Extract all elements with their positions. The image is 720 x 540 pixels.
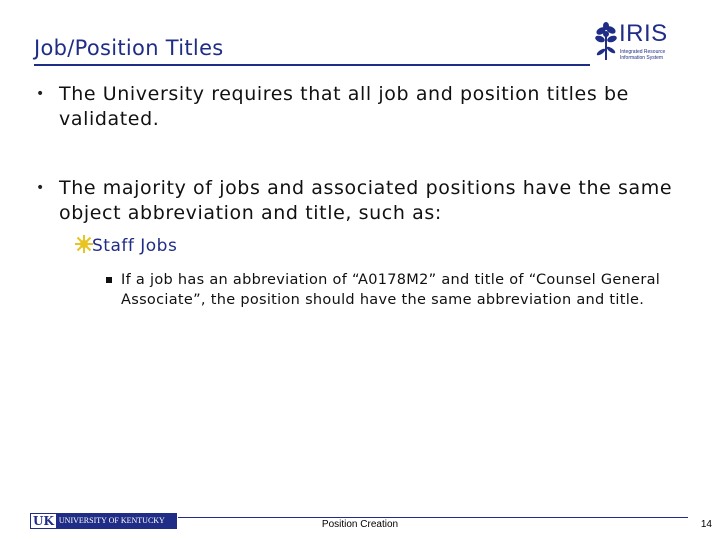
page-number: 14 — [700, 519, 712, 530]
star-burst-icon — [74, 234, 94, 254]
footer-title: Position Creation — [321, 519, 399, 530]
title-underline — [34, 64, 590, 66]
bullet-text: The majority of jobs and associated positions have the same object abbreviation and title, such as: — [59, 177, 673, 224]
bullet-dot-icon: • — [36, 86, 45, 102]
square-bullet-icon — [106, 277, 112, 283]
footer-rule — [178, 517, 688, 518]
logo-tagline: Information System — [620, 55, 664, 61]
iris-logo — [592, 20, 674, 70]
bluegrass-flower-icon — [592, 22, 620, 64]
sub-bullet-item — [74, 236, 574, 256]
uk-mark: UK — [33, 514, 54, 528]
logo-tagline: Integrated Resource — [620, 49, 666, 55]
university-logo — [30, 513, 177, 529]
slide-title: Job/Position Titles — [34, 36, 224, 60]
bullet-item — [36, 82, 676, 132]
sub-bullet-text: Staff Jobs — [92, 236, 178, 256]
bullet-item — [36, 176, 676, 226]
sub-sub-bullet-item — [106, 270, 696, 310]
bullet-text: The University requires that all job and position titles be validated. — [59, 83, 629, 130]
university-name: UNIVERSITY OF KENTUCKY — [56, 514, 176, 528]
sub-sub-bullet-text: If a job has an abbreviation of “A0178M2” and title of “Counsel General Associate”, the position should have the same abbreviation and title. — [121, 272, 661, 308]
logo-wordmark: IRIS — [619, 20, 668, 47]
bullet-dot-icon: • — [36, 180, 45, 196]
